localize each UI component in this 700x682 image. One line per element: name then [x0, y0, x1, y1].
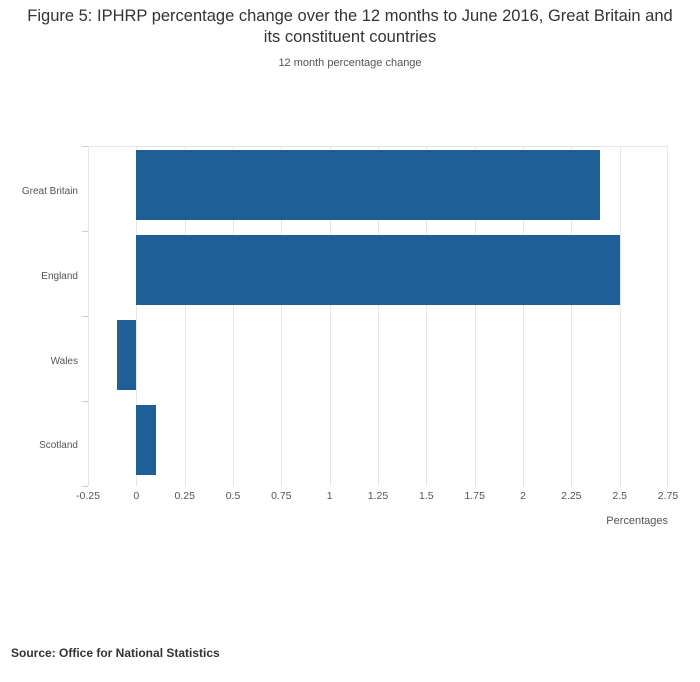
- x-tick-label-2.5: 2.5: [612, 490, 627, 502]
- x-tick-label-0.5: 0.5: [225, 490, 241, 502]
- x-tick-label-1.5: 1.5: [418, 490, 434, 502]
- y-tick-1: [82, 231, 88, 232]
- x-tick-label-1.75: 1.75: [464, 490, 485, 502]
- bar-great-britain[interactable]: [136, 150, 600, 220]
- y-label-wales: Wales: [50, 356, 78, 367]
- source-note: Source: Office for National Statistics: [11, 646, 220, 660]
- x-tick-label--0.25: -0.25: [76, 490, 100, 502]
- y-label-scotland: Scotland: [39, 440, 78, 451]
- gridline--0.25: [88, 146, 89, 486]
- y-tick-0: [82, 146, 88, 147]
- chart-subtitle: 12 month percentage change: [278, 57, 422, 69]
- bar-england[interactable]: [136, 235, 619, 305]
- x-tick-label-2.75: 2.75: [657, 490, 679, 502]
- y-tick-4: [82, 486, 88, 487]
- x-tick-label-2: 2: [520, 490, 526, 502]
- gridline-2.5: [620, 146, 621, 486]
- x-tick-label-2.25: 2.25: [561, 490, 582, 502]
- x-tick-label-0.25: 0.25: [174, 490, 195, 502]
- y-label-great-britain: Great Britain: [21, 186, 78, 197]
- bar-scotland[interactable]: [136, 405, 155, 475]
- x-tick-label-0.75: 0.75: [271, 490, 292, 502]
- x-axis-title: Percentages: [606, 515, 668, 527]
- y-tick-3: [82, 401, 88, 402]
- bar-wales[interactable]: [117, 320, 136, 390]
- x-tick-label-1.25: 1.25: [367, 490, 389, 502]
- x-tick-label-0: 0: [133, 490, 140, 502]
- plot-area: [88, 146, 668, 486]
- y-tick-2: [82, 316, 88, 317]
- chart-title: Figure 5: IPHRP percentage change over the 12 months to June 2016, Great Britain and its constituent countries: [27, 7, 673, 46]
- x-tick-label-1: 1: [326, 490, 333, 502]
- gridline-2.75: [667, 146, 668, 486]
- y-label-england: England: [41, 271, 78, 282]
